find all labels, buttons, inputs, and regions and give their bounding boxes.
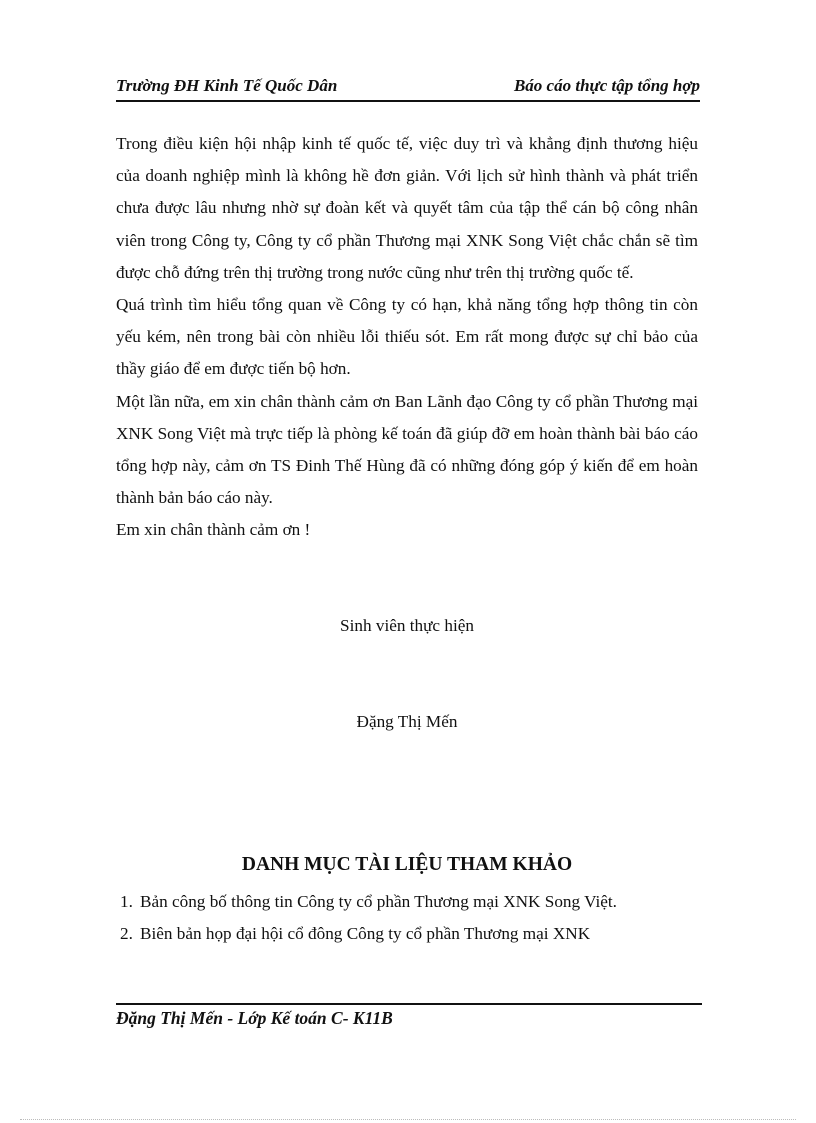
paragraph-2: Quá trình tìm hiểu tổng quan về Công ty có hạn, khả năng tổng hợp thông tin còn yếu kém, nên trong bài còn nhiều lỗi thiếu sót. Em rất mong được sự chỉ bảo của thầy giáo để em được tiến bộ hơn. [116,295,698,379]
reference-text: Bản công bố thông tin Công ty cổ phần Thương mại XNK Song Việt. [140,892,617,911]
signature-name: Đặng Thị Mến [356,712,458,731]
footer-divider [116,1003,702,1005]
paragraph-4: Em xin chân thành cảm ơn ! [116,520,311,540]
reference-text: Biên bản họp đại hội cổ đông Công ty cổ phần Thương mại XNK [140,924,591,944]
reference-number: 1. [120,892,133,911]
body-text [116,128,698,547]
reference-number: 2. [120,924,133,944]
page-edge-divider [20,1119,796,1120]
references-list [116,886,698,950]
signature-role: Sinh viên thực hiện [340,616,474,635]
paragraph-3: Một lần nữa, em xin chân thành cảm ơn Ban Lãnh đạo Công ty cổ phần Thương mại XNK Song Việt mà trực tiếp là phòng kế toán đã giúp đỡ em hoàn thành bài báo cáo tổng hợp này, cảm ơn TS Đinh Thế Hùng đã có những đóng góp ý kiến để em hoàn thành bản báo cáo này. [116,391,698,508]
page-header [116,76,700,102]
reference-item [116,886,698,918]
footer-author: Đặng Thị Mến - Lớp Kế toán C- K11B [116,1008,393,1028]
reference-item [116,918,698,950]
header-university: Trường ĐH Kinh Tế Quốc Dân [116,76,338,95]
header-report-title: Báo cáo thực tập tổng hợp [513,76,700,95]
paragraph-1: Trong điều kiện hội nhập kinh tế quốc tế, việc duy trì và khẳng định thương hiệu của doanh nghiệp mình là không hề đơn giản. Với lịch sử hình thành và phát triển chưa được lâu nhưng nhờ sự đoàn kết và quyết tâm của tập thể cán bộ công nhân viên trong Công ty, Công ty cổ phần Thương mại XNK Song Việt chắc chắn sẽ tìm được chỗ đứng trên thị trường trong nước cũng như trên thị trường quốc tế. [116,134,698,282]
references-title: DANH MỤC TÀI LIỆU THAM KHẢO [241,854,573,875]
